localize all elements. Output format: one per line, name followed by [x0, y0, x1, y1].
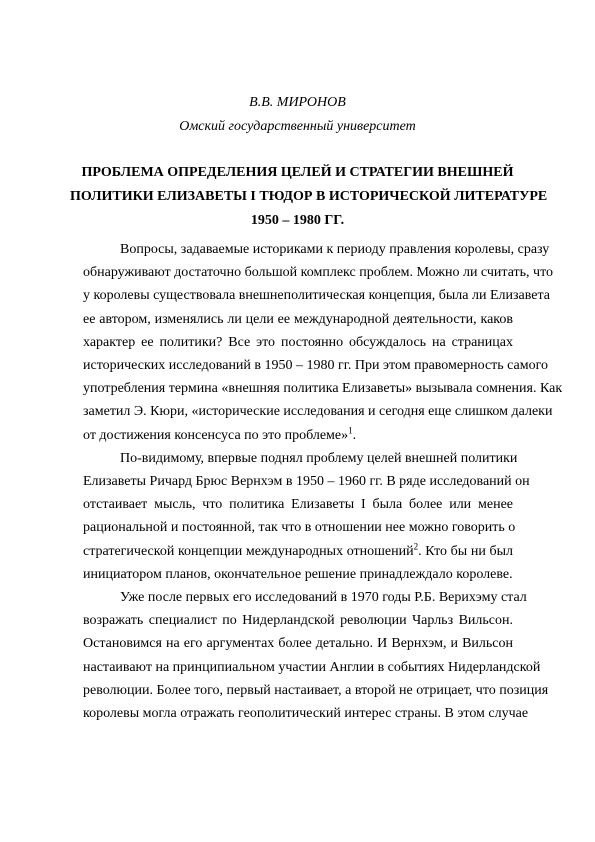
text-line: Елизаветы Ричард Брюс Вернхэм в 1950 – 1960 гг. В ряде исследований он: [83, 474, 530, 490]
text-line: [83, 540, 513, 563]
text-fragment: стратегической концепции международных отношений: [83, 543, 414, 559]
text-fragment: .: [352, 427, 357, 443]
text-line: Вопросы, задаваемые историками к периоду правления королевы, сразу: [120, 242, 550, 257]
text-line: Уже после первых его исследований в 1970 годы Р.Б. Верихэму стал: [120, 590, 527, 606]
article-body: [83, 238, 563, 725]
paragraph-1: [83, 238, 563, 447]
text-line: исторических исследований в 1950 – 1980 гг. При этом правомерность самого: [83, 358, 549, 374]
text-line: у королевы существовала внешнеполитическая концепция, была ли Елизавета: [83, 288, 550, 304]
text-line: [83, 424, 513, 447]
text-line: употребления термина «внешняя политика Елизаветы» вызывала сомнения. Как: [83, 381, 563, 397]
text-line: инициатором планов, окончательное решение принадлеждало королеве.: [83, 566, 513, 582]
text-line: отстаивает мысль, что политика Елизаветы I была более или менее: [83, 497, 513, 513]
text-line: возражать специалист по Нидерландской революции Чарльз Вильсон.: [83, 613, 513, 629]
paragraph-3: [83, 586, 549, 725]
text-line: рациональной и постоянной, так что в отношении нее можно говорить о: [83, 520, 516, 536]
footnote-ref-2[interactable]: 2: [413, 540, 419, 551]
footnote-ref-1[interactable]: 1: [348, 424, 353, 435]
text-line: королевы могла отражать геополитический интерес страны. В этом случае: [83, 706, 529, 722]
text-line: ее автором, изменялись ли цели ее международной деятельности, каков: [83, 311, 513, 327]
text-fragment: от достижения консенсуса по это проблеме»: [83, 427, 349, 443]
text-line: заметил Э. Кюри, «исторические исследования и сегодня еще слишком далеки: [83, 404, 553, 420]
text-line: революции. Более того, первый настаивает, а второй не отрицает, что позиция: [83, 682, 549, 698]
text-line: По-видимому, впервые поднял проблему целей внешней политики: [120, 450, 518, 466]
text-line: характер ее политики? Все это постоянно обсуждалось на страницах: [83, 334, 513, 350]
title-line: ПОЛИТИКИ ЕЛИЗАВЕТЫ I ТЮДОР В ИСТОРИЧЕСКОЙ ЛИТЕРАТУРЕ: [70, 189, 548, 204]
title-line: ПРОБЛЕМА ОПРЕДЕЛЕНИЯ ЦЕЛЕЙ И СТРАТЕГИИ ВНЕШНЕЙ: [81, 165, 514, 180]
paragraph-2: [83, 447, 530, 586]
article-title: [70, 161, 548, 233]
text-fragment: . Кто бы ни был: [418, 543, 513, 559]
title-line: 1950 – 1980 ГГ.: [250, 213, 345, 228]
text-line: настаивают на принципиальном участии Англии в событиях Нидерландской: [83, 659, 541, 675]
text-line: обнаруживают достаточно большой комплекс проблем. Можно ли считать, что: [83, 265, 554, 281]
text-line: Остановимся на его аргументах более детально. И Вернхэм, и Вильсон: [83, 636, 513, 652]
author-name: В.В. МИРОНОВ: [249, 95, 346, 110]
author-affiliation: Омский государственный университет: [179, 119, 416, 134]
